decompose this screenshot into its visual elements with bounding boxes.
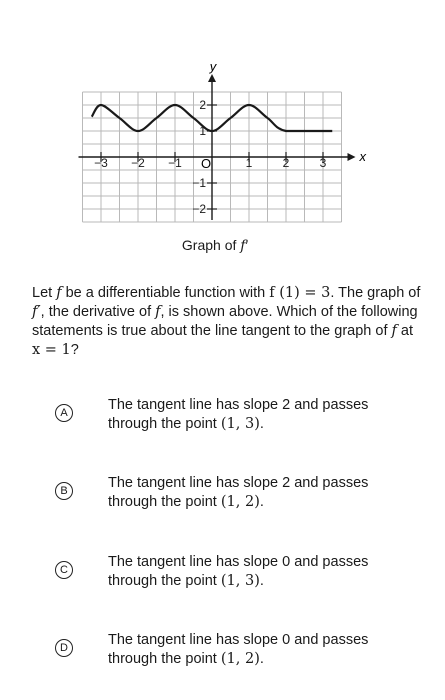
choice-b-letter[interactable]: B	[55, 482, 73, 500]
graph-caption	[0, 237, 430, 254]
q-p5: , is shown above. Which of the following statements is true about the line tangent to the graph of	[32, 304, 418, 339]
choice-d-letter[interactable]: D	[55, 639, 73, 657]
choice-d-line1: The tangent line has slope 0 and passes	[108, 632, 369, 648]
choice-a-point: (1, 3)	[220, 416, 260, 432]
choice-a[interactable]	[55, 396, 415, 440]
y-tick-label: −1	[192, 176, 206, 190]
x-tick-label: −3	[94, 156, 108, 170]
q-p2: be a differentiable function with	[61, 285, 270, 301]
q-xval: x = 1	[32, 342, 71, 358]
q-p7: ?	[70, 342, 79, 358]
q-fprime: f′	[32, 304, 41, 320]
choice-d-line2: through the point	[108, 651, 217, 667]
choice-b-line1: The tangent line has slope 2 and passes	[108, 475, 369, 491]
choice-d-end: .	[259, 651, 264, 667]
choice-c-point: (1, 3)	[220, 573, 260, 589]
choice-b[interactable]	[55, 474, 415, 518]
y-tick-label: 1	[199, 124, 206, 138]
q-p1: Let	[32, 285, 57, 301]
x-axis-arrow-icon	[348, 153, 356, 161]
x-tick-label: 1	[245, 156, 253, 170]
x-tick-label: −1	[168, 156, 182, 170]
q-fn-2: f	[155, 304, 161, 320]
choice-c-letter[interactable]: C	[55, 561, 73, 579]
x-tick-label: 3	[319, 156, 327, 170]
y-tick-label: 2	[199, 98, 206, 112]
y-axis-arrow-icon	[208, 74, 216, 82]
q-given: f (1) = 3	[269, 285, 331, 301]
choice-b-text	[108, 474, 408, 512]
choice-c-line1: The tangent line has slope 0 and passes	[108, 554, 369, 570]
caption-fn: f	[240, 238, 246, 254]
choice-d-point: (1, 2)	[220, 651, 260, 667]
choice-c-line2: through the point	[108, 573, 217, 589]
choice-d-text	[108, 631, 408, 669]
caption-prime: ′	[245, 237, 249, 253]
choice-c-end: .	[259, 573, 264, 589]
q-fn-1: f	[56, 285, 62, 301]
choice-a-letter[interactable]: A	[55, 404, 73, 422]
choice-c[interactable]	[55, 553, 415, 597]
q-p3: . The graph of	[330, 285, 421, 301]
choice-b-end: .	[259, 494, 264, 510]
choice-a-end: .	[259, 416, 264, 432]
x-tick-label: 2	[282, 156, 290, 170]
choice-c-text	[108, 553, 408, 591]
origin-label: O	[200, 156, 212, 171]
q-p6: at	[396, 323, 414, 339]
q-p4: , the derivative of	[40, 304, 156, 320]
axes	[79, 74, 356, 220]
y-tick-label: −2	[192, 202, 206, 216]
caption-prefix: Graph of	[181, 237, 237, 253]
choice-a-line2: through the point	[108, 416, 217, 432]
choice-a-line1: The tangent line has slope 2 and passes	[108, 397, 369, 413]
q-fn-3: f	[391, 323, 397, 339]
derivative-graph	[0, 0, 445, 265]
y-axis-label: y	[209, 59, 217, 74]
choice-d[interactable]	[55, 631, 415, 675]
choice-b-point: (1, 2)	[220, 494, 260, 510]
question-stem	[32, 284, 422, 360]
x-tick-label: −2	[131, 156, 145, 170]
choice-a-text	[108, 396, 408, 434]
choice-b-line2: through the point	[108, 494, 217, 510]
x-axis-label: x	[359, 149, 366, 164]
